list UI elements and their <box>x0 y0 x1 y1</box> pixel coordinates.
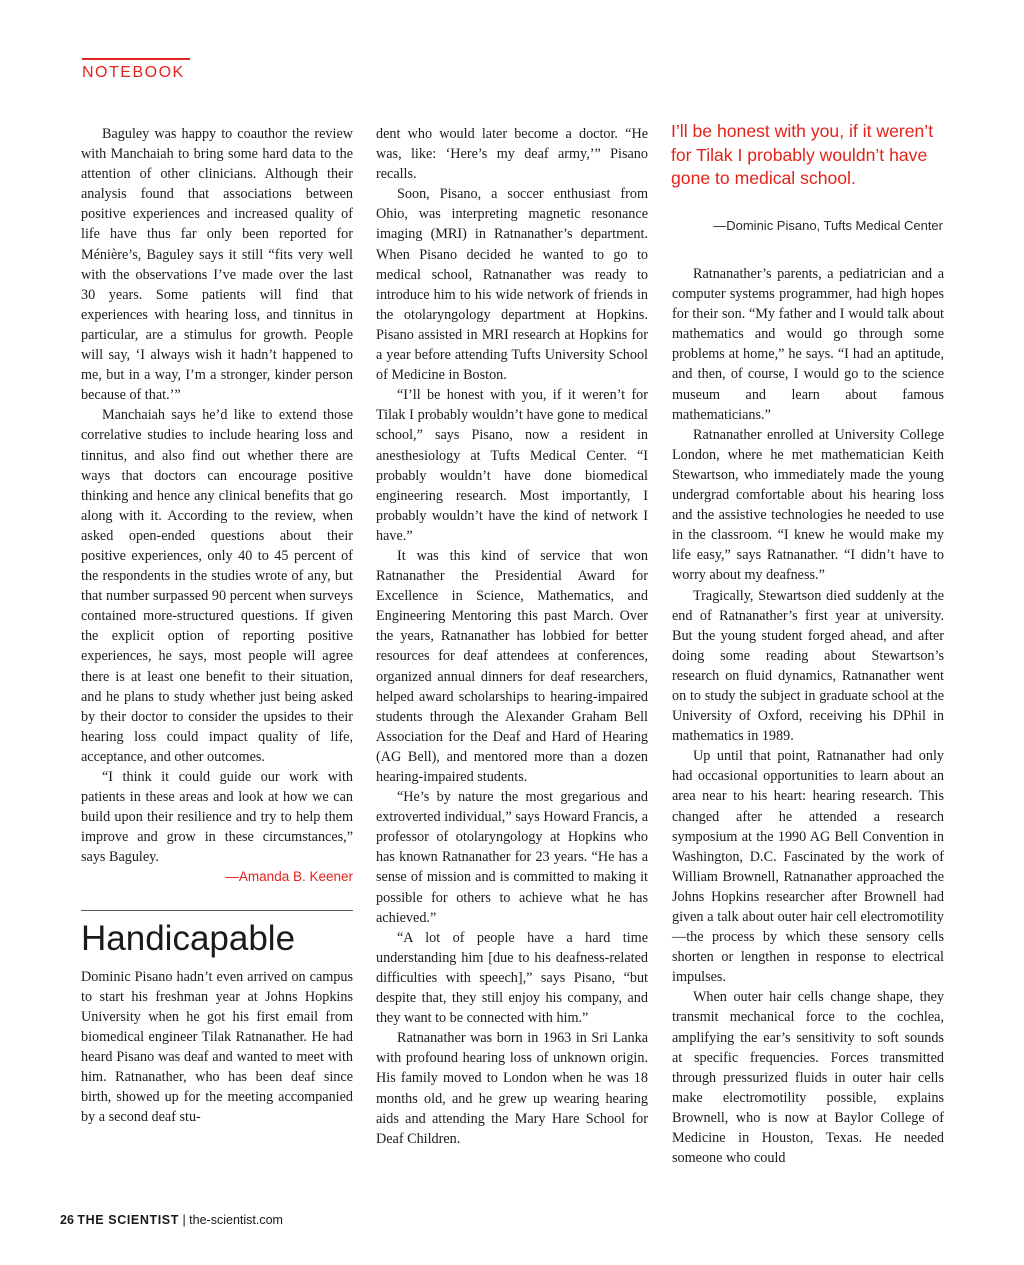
paragraph: Ratnanather was born in 1963 in Sri Lanka with profound hearing loss of unknown origin. His family moved to London when he was 18 months old, and he grew up wearing hearing aids and attending the Mary Hare School for Deaf Children. <box>376 1030 648 1147</box>
paragraph: Ratnanather’s parents, a pediatrician and a computer systems programmer, had high hopes for their son. “My father and I would talk about mathematics and would go through some problems at home,” he says. “I had an aptitude, and then, of course, I would go to the science museum and learn about famous mathematicians.” <box>672 266 944 423</box>
author-signoff: —Amanda B. Keener <box>225 869 353 885</box>
paragraph: Up until that point, Ratnanather had only had occasional opportunities to learn about an area near to his heart: hearing research. This changed after he attended a research symposium at the 1990 AG Bell Convention in Washington, D.C. Fascinated by the work of William Brownell, Ratnanather approached the Johns Hopkins researcher after Brownell had given a talk about outer hair cell electromotility—the process by which these sensory cells shorten or lengthen in response to electrical impulses. <box>672 748 944 986</box>
section-label: NOTEBOOK <box>82 64 185 81</box>
website-link[interactable]: the-scientist.com <box>189 1213 283 1227</box>
column-1 <box>81 124 353 1127</box>
pull-quote: I’ll be honest with you, if it weren’t for Tilak I probably wouldn’t have gone to medical school. <box>671 121 934 188</box>
paragraph: “He’s by nature the most gregarious and extroverted individual,” says Howard Francis, a professor of otolaryngology at Hopkins who has known Ratnanather for 23 years. “He has a sense of mission and is committed to making it possible for others to achieve what he has achieved.” <box>376 789 648 926</box>
paragraph: Dominic Pisano hadn’t even arrived on campus to start his freshman year at Johns Hopkins University when he got his first email from biomedical engineer Tilak Ratnanather. He had heard Pisano was deaf and wanted to meet with him. Ratnanather, who has been deaf since birth, showed up for the meeting accompanied by a second deaf stu- <box>81 968 353 1126</box>
paragraph: Tragically, Stewartson died suddenly at the end of Ratnanather’s first year at university. But the young student forged ahead, and after doing some reading about Stewartson’s research on fluid dynamics, Ratnanather went on to study the subject in graduate school at the University of Oxford, receiving his DPhil in mathematics in 1989. <box>672 587 944 745</box>
paragraph: Ratnanather enrolled at University College London, where he met mathematician Keith Stewartson, who immediately made the young undergrad comfortable about his hearing loss and the assistive technologies he needed to use in the classroom. “I knew he would make my life easy,” says Ratnanather. “I didn’t have to worry about my deafness.” <box>672 426 944 584</box>
footer-separator: | <box>182 1213 186 1227</box>
article-headline: Handicapable <box>81 918 296 958</box>
column-2 <box>376 124 648 1149</box>
paragraph: Baguley was happy to coauthor the review with Manchaiah to bring some hard data to the attention of other clinicians. Although their analysis found that associations between positive experiences and increased quality of life have thus far only been reported for Ménière’s, Baguley says it still “fits very well with the observations I’ve made over the last 30 years. Some patients will find that experiences with hearing loss, and tinnitus in particular, are a stimulus for growth. People will say, ‘I always wish it hadn’t happened to me, but in a way, I’m a stronger, kinder person because of that.’” <box>81 126 353 404</box>
page-footer <box>60 1213 283 1227</box>
paragraph: “A lot of people have a hard time understanding him [due to his deafness-related difficulties with speech],” says Pisano, “but despite that, they still enjoy his company, and they want to be connected with him.” <box>376 929 648 1027</box>
page-number: 26 <box>60 1213 74 1227</box>
paragraph: It was this kind of service that won Ratnanather the Presidential Award for Excellence in Science, Mathematics, and Engineering Mentoring this past March. Over the years, Ratnanather has lobbied for better resources for deaf attendees at conferences, organized annual dinners for deaf researchers, helped award scholarships to hearing-impaired students through the Alexander Graham Bell Association for the Deaf and Hard of Hearing (AG Bell), and mentored more than a dozen hearing-impaired students. <box>376 547 648 785</box>
paragraph: “I’ll be honest with you, if it weren’t for Tilak I probably wouldn’t have gone to medical school,” says Pisano, now a resident in anesthesiology at Tufts Medical Center. “I probably wouldn’t have done biomedical engineering research. Most importantly, I probably wouldn’t have the kind of network I have.” <box>376 387 648 544</box>
pull-quote-attribution: —Dominic Pisano, Tufts Medical Center <box>713 218 943 233</box>
paragraph: Soon, Pisano, a soccer enthusiast from Ohio, was interpreting magnetic resonance imaging (MRI) in Ratnanather’s department. When Pisano decided he wanted to go to medical school, Ratnanather was ready to introduce him to his wide network of friends in the otolaryngology department at Hopkins. Pisano assisted in MRI research at Hopkins for a year before attending Tufts University School of Medicine in Boston. <box>376 186 648 384</box>
paragraph: “I think it could guide our work with patients in these areas and look at how we can build upon their resilience and try to help them improve and grow in these circumstances,” says Baguley. <box>81 769 353 866</box>
paragraph: dent who would later become a doctor. “He was, like: ‘Here’s my deaf army,’” Pisano recalls. <box>376 126 648 183</box>
paragraph: When outer hair cells change shape, they transmit mechanical force to the cochlea, amplifying the ear’s sensitivity to soft sounds at specific frequencies. Forces transmitted through pressurized fluids in outer hair cells make electromotility possible, explains Brownell, who is now at Baylor College of Medicine in Houston, Texas. He needed someone who could <box>672 989 944 1167</box>
magazine-name: THE SCIENTIST <box>77 1213 179 1227</box>
headline-divider <box>81 910 353 911</box>
paragraph: Manchaiah says he’d like to extend those correlative studies to include hearing loss and tinnitus, and also find out whether there are ways that doctors can encourage positive thinking and hence any clinical benefits that go along with it. According to the review, when asked open-ended questions about their positive experiences, only 40 to 45 percent of the respondents in the studies wrote of any, but that number surpassed 90 percent when surveys contained more-structured questions. If given the explicit option of reporting positive experiences, he says, most people will agree there is at least one benefit to their situation, and he plans to study whether just being asked by their doctor to consider the upsides to their hearing loss could impact quality of life, acceptance, and other outcomes. <box>81 407 353 765</box>
column-3 <box>672 264 944 1168</box>
section-rule <box>82 58 190 60</box>
